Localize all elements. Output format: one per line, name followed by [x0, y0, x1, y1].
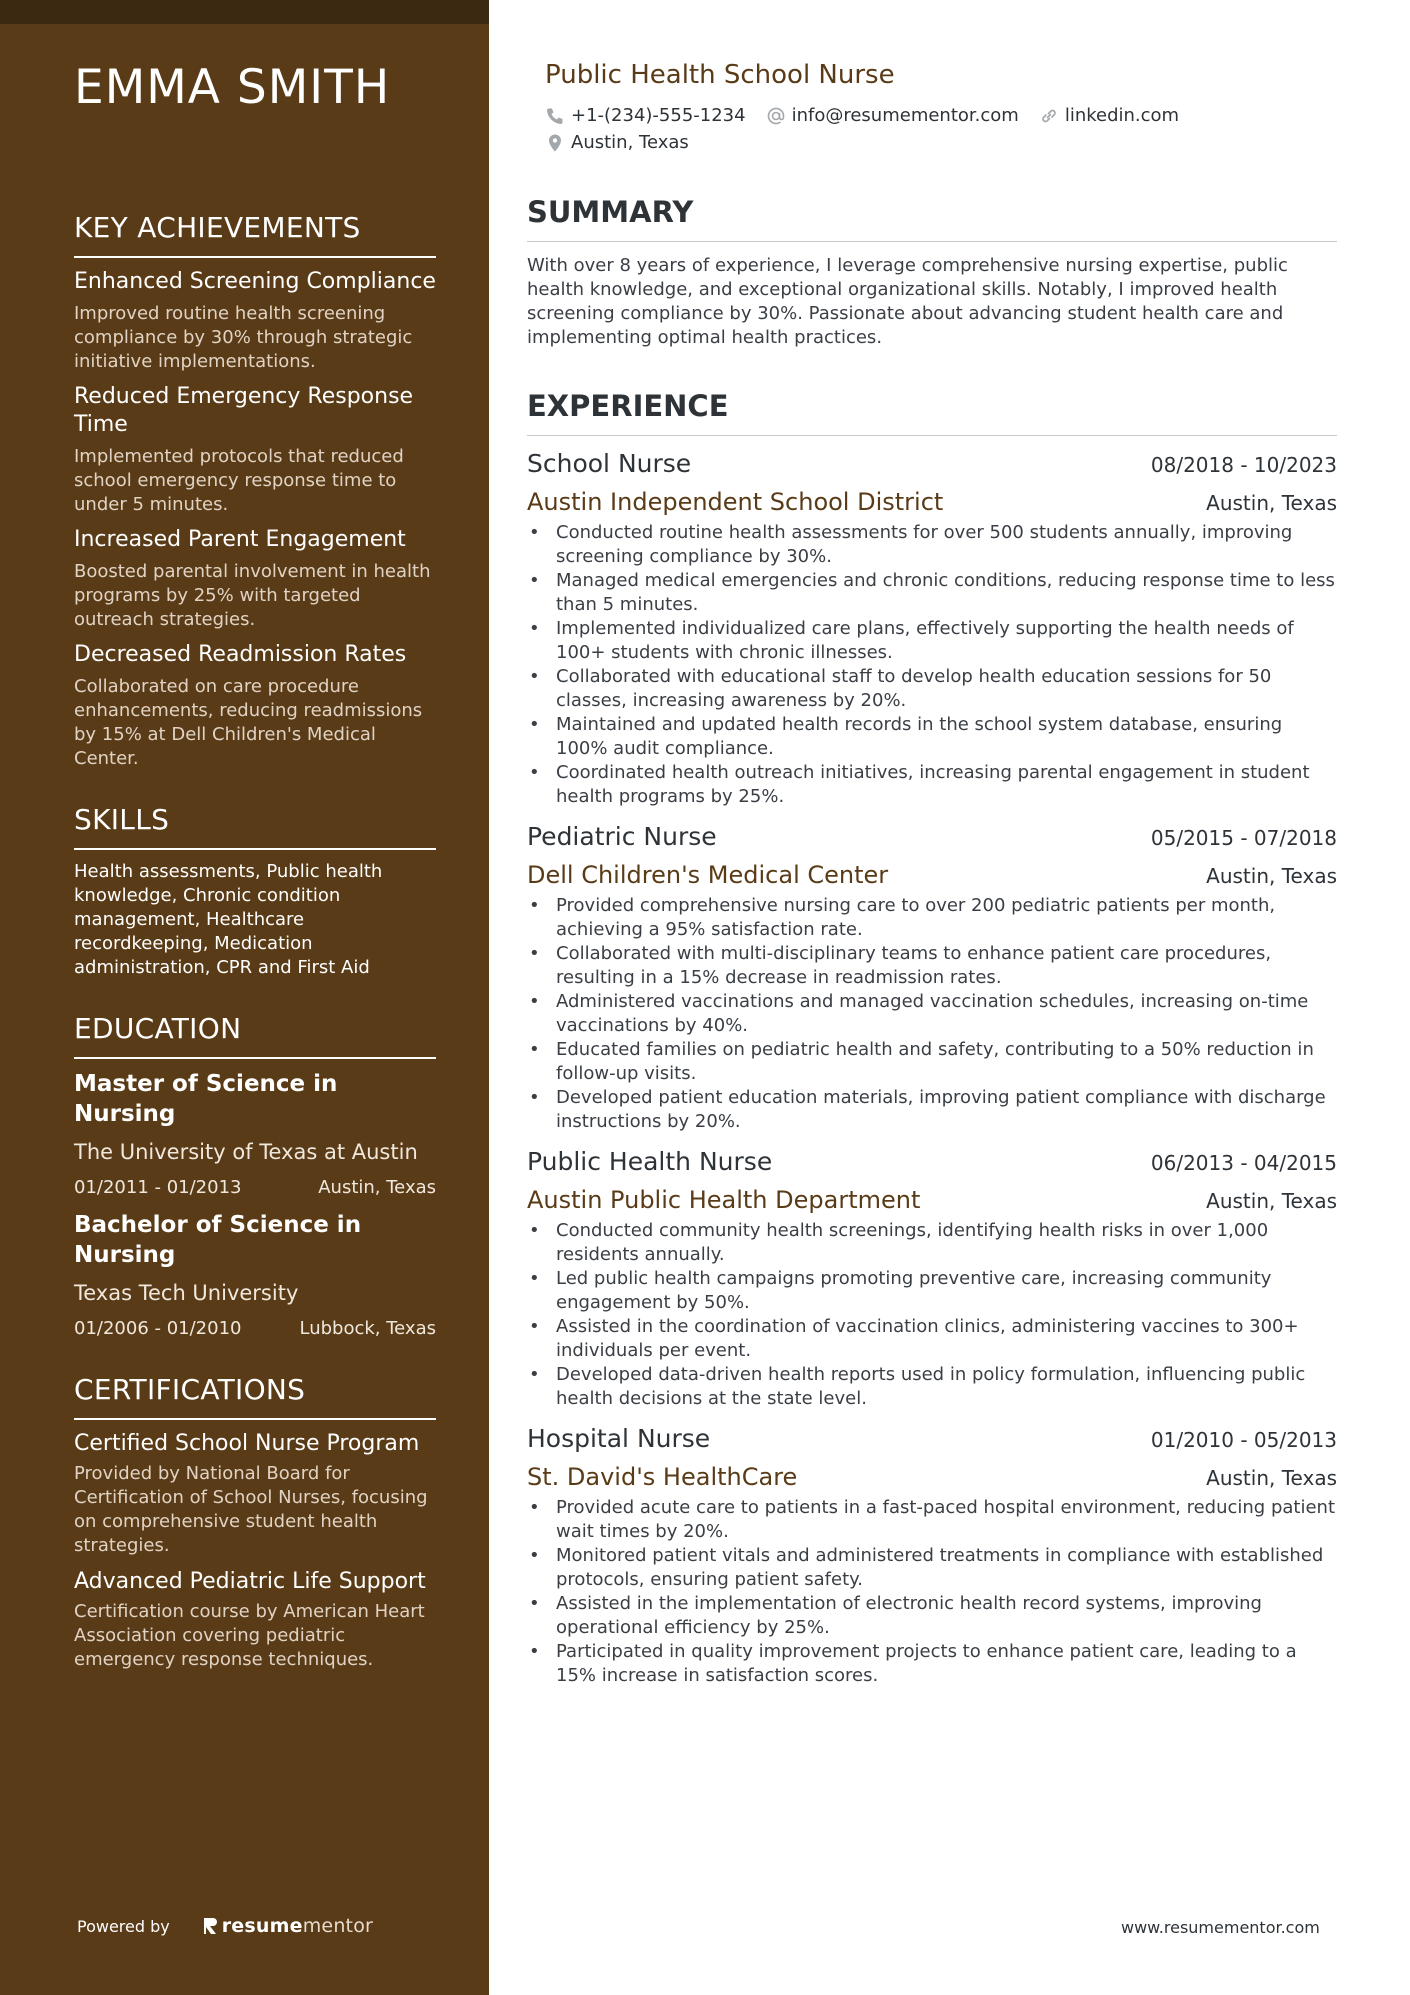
bullet-item: • Managed medical emergencies and chronic conditions, reducing response time to less than 5 minutes. [527, 569, 1337, 617]
certifications-heading: CERTIFICATIONS [74, 1373, 436, 1420]
experience-company: St. David's HealthCare [527, 1463, 798, 1491]
achievement-item [74, 383, 436, 517]
experience-location: Austin, Texas [1206, 864, 1337, 888]
experience-subheader [527, 1456, 1337, 1494]
experience-role: School Nurse [527, 449, 692, 478]
bullet-item: • Assisted in the coordination of vaccination clinics, administering vaccines to 300+ individuals per event. [527, 1315, 1337, 1363]
bullet-item: • Implemented individualized care plans, effectively supporting the health needs of 100+ students with chronic illnesses. [527, 617, 1337, 665]
certifications-section [74, 1373, 436, 1672]
logo-text-light: mentor [302, 1915, 374, 1937]
bullet-item: • Provided acute care to patients in a fast-paced hospital environment, reducing patient wait times by 20%. [527, 1496, 1337, 1544]
skills-section [74, 803, 436, 980]
experience-dates: 05/2015 - 07/2018 [1150, 826, 1337, 850]
bullet-item: • Developed data-driven health reports used in policy formulation, influencing public health decisions at the state level. [527, 1363, 1337, 1411]
achievement-title: Enhanced Screening Compliance [74, 269, 436, 294]
job-title: Public Health School Nurse [545, 60, 895, 90]
location-text: Austin, Texas [571, 132, 689, 153]
resumementor-logo-icon [202, 1916, 218, 1936]
experience-subheader [527, 1179, 1337, 1217]
link-icon [1039, 106, 1059, 126]
experience-item [527, 448, 1337, 809]
bullet-item: • Assisted in the implementation of electronic health record systems, improving operational efficiency by 25%. [527, 1592, 1337, 1640]
powered-by-label: Powered by [77, 1916, 170, 1936]
achievements-heading: KEY ACHIEVEMENTS [74, 211, 436, 258]
education-dates: 01/2011 - 01/2013 [74, 1177, 242, 1198]
education-dates: 01/2006 - 01/2010 [74, 1318, 242, 1339]
experience-bullets [527, 1219, 1337, 1411]
logo-text-bold: resume [221, 1915, 303, 1937]
experience-section [527, 388, 1337, 1688]
education-heading: EDUCATION [74, 1012, 436, 1059]
experience-role: Public Health Nurse [527, 1147, 773, 1176]
education-section [74, 1012, 436, 1341]
experience-role: Pediatric Nurse [527, 822, 717, 851]
education-item [74, 1210, 436, 1341]
resumementor-logo[interactable] [202, 1915, 373, 1937]
bullet-item: • Maintained and updated health records in the school system database, ensuring 100% audit compliance. [527, 713, 1337, 761]
contact-linkedin[interactable] [1039, 102, 1179, 129]
education-location: Austin, Texas [318, 1177, 436, 1198]
experience-bullets [527, 894, 1337, 1134]
education-meta [74, 1176, 436, 1200]
education-school: Texas Tech University [74, 1281, 299, 1305]
contact-phone[interactable] [545, 102, 746, 129]
education-item [74, 1069, 436, 1200]
bullet-item: • Educated families on pediatric health and safety, contributing to a 50% reduction in follow-up visits. [527, 1038, 1337, 1086]
experience-company: Austin Public Health Department [527, 1186, 921, 1214]
experience-dates: 08/2018 - 10/2023 [1150, 453, 1337, 477]
achievement-desc: Collaborated on care procedure enhancements, reducing readmissions by 15% at Dell Children's Medical Center. [74, 676, 423, 769]
experience-item [527, 1423, 1337, 1688]
powered-by [77, 1915, 373, 1937]
bullet-item: • Developed patient education materials, improving patient compliance with discharge instructions by 20%. [527, 1086, 1337, 1134]
bullet-item: • Conducted community health screenings, identifying health risks in over 1,000 residents annually. [527, 1219, 1337, 1267]
bullet-item: • Conducted routine health assessments for over 500 students annually, improving screening compliance by 30%. [527, 521, 1337, 569]
achievement-item [74, 268, 436, 374]
footer-url[interactable]: www.resumementor.com [1121, 1918, 1320, 1937]
sidebar-content [74, 58, 436, 1672]
achievement-item [74, 641, 436, 771]
experience-company: Dell Children's Medical Center [527, 861, 889, 889]
at-icon [766, 106, 786, 126]
certification-title: Advanced Pediatric Life Support [74, 1569, 426, 1594]
education-meta [74, 1317, 436, 1341]
certification-desc: Provided by National Board for Certification of School Nurses, focusing on comprehensive student health strategies. [74, 1463, 428, 1556]
experience-header [527, 1146, 1337, 1179]
candidate-name: EMMA SMITH [74, 60, 391, 115]
experience-location: Austin, Texas [1206, 1189, 1337, 1213]
linkedin-text: linkedin.com [1064, 105, 1180, 126]
certification-title: Certified School Nurse Program [74, 1431, 420, 1456]
experience-subheader [527, 481, 1337, 519]
achievement-item [74, 526, 436, 632]
experience-item [527, 1146, 1337, 1411]
achievement-title: Reduced Emergency Response Time [74, 384, 414, 437]
bullet-item: • Provided comprehensive nursing care to over 200 pediatric patients per month, achieving a 95% satisfaction rate. [527, 894, 1337, 942]
summary-heading: SUMMARY [527, 194, 1337, 242]
experience-header [527, 448, 1337, 481]
achievement-desc: Improved routine health screening compliance by 30% through strategic initiative implementations. [74, 303, 413, 372]
sidebar [0, 0, 489, 1995]
experience-heading: EXPERIENCE [527, 388, 1337, 436]
education-degree: Master of Science in Nursing [74, 1071, 338, 1127]
achievement-title: Decreased Readmission Rates [74, 642, 407, 667]
phone-text: +1-(234)-555-1234 [571, 105, 746, 126]
experience-location: Austin, Texas [1206, 491, 1337, 515]
contact-location [545, 129, 689, 156]
education-school: The University of Texas at Austin [74, 1140, 418, 1164]
certification-desc: Certification course by American Heart Association covering pediatric emergency response techniques. [74, 1601, 425, 1670]
education-degree: Bachelor of Science in Nursing [74, 1212, 362, 1268]
phone-icon [545, 106, 565, 126]
main-content [527, 58, 1337, 1688]
experience-company: Austin Independent School District [527, 488, 944, 516]
experience-subheader [527, 854, 1337, 892]
experience-location: Austin, Texas [1206, 1466, 1337, 1490]
contact-email[interactable] [766, 102, 1019, 129]
certification-item [74, 1568, 436, 1672]
certification-item [74, 1430, 436, 1558]
experience-dates: 06/2013 - 04/2015 [1150, 1151, 1337, 1175]
experience-item [527, 821, 1337, 1134]
experience-dates: 01/2010 - 05/2013 [1150, 1428, 1337, 1452]
experience-header [527, 821, 1337, 854]
email-text: info@resumementor.com [791, 105, 1019, 126]
experience-header [527, 1423, 1337, 1456]
experience-role: Hospital Nurse [527, 1424, 711, 1453]
skills-heading: SKILLS [74, 803, 436, 850]
bullet-item: • Collaborated with educational staff to develop health education sessions for 50 classes, increasing awareness by 20%. [527, 665, 1337, 713]
skills-list: Health assessments, Public health knowledge, Chronic condition management, Healthcare recordkeeping, Medication administration, CPR and First Aid [74, 861, 383, 978]
contact-info [545, 102, 1337, 156]
sidebar-top-strip [0, 0, 489, 24]
bullet-item: • Administered vaccinations and managed vaccination schedules, increasing on-time vaccinations by 40%. [527, 990, 1337, 1038]
experience-bullets [527, 1496, 1337, 1688]
education-location: Lubbock, Texas [299, 1318, 436, 1339]
experience-bullets [527, 521, 1337, 809]
achievement-desc: Boosted parental involvement in health programs by 25% with targeted outreach strategies. [74, 561, 431, 630]
bullet-item: • Coordinated health outreach initiatives, increasing parental engagement in student health programs by 25%. [527, 761, 1337, 809]
achievements-section [74, 211, 436, 771]
bullet-item: • Monitored patient vitals and administered treatments in compliance with established protocols, ensuring patient safety. [527, 1544, 1337, 1592]
summary-text: With over 8 years of experience, I leverage comprehensive nursing expertise, public health knowledge, and exceptional organizational skills. Notably, I improved health screening compliance by 30%. Passionate about advancing student health care and implementing optimal health practices. [527, 255, 1288, 348]
achievement-title: Increased Parent Engagement [74, 527, 406, 552]
location-pin-icon [545, 133, 565, 153]
bullet-item: • Participated in quality improvement projects to enhance patient care, leading to a 15% increase in satisfaction scores. [527, 1640, 1337, 1688]
bullet-item: • Led public health campaigns promoting preventive care, increasing community engagement by 50%. [527, 1267, 1337, 1315]
bullet-item: • Collaborated with multi-disciplinary teams to enhance patient care procedures, resulting in a 15% decrease in readmission rates. [527, 942, 1337, 990]
achievement-desc: Implemented protocols that reduced school emergency response time to under 5 minutes. [74, 446, 404, 515]
summary-section [527, 194, 1337, 350]
